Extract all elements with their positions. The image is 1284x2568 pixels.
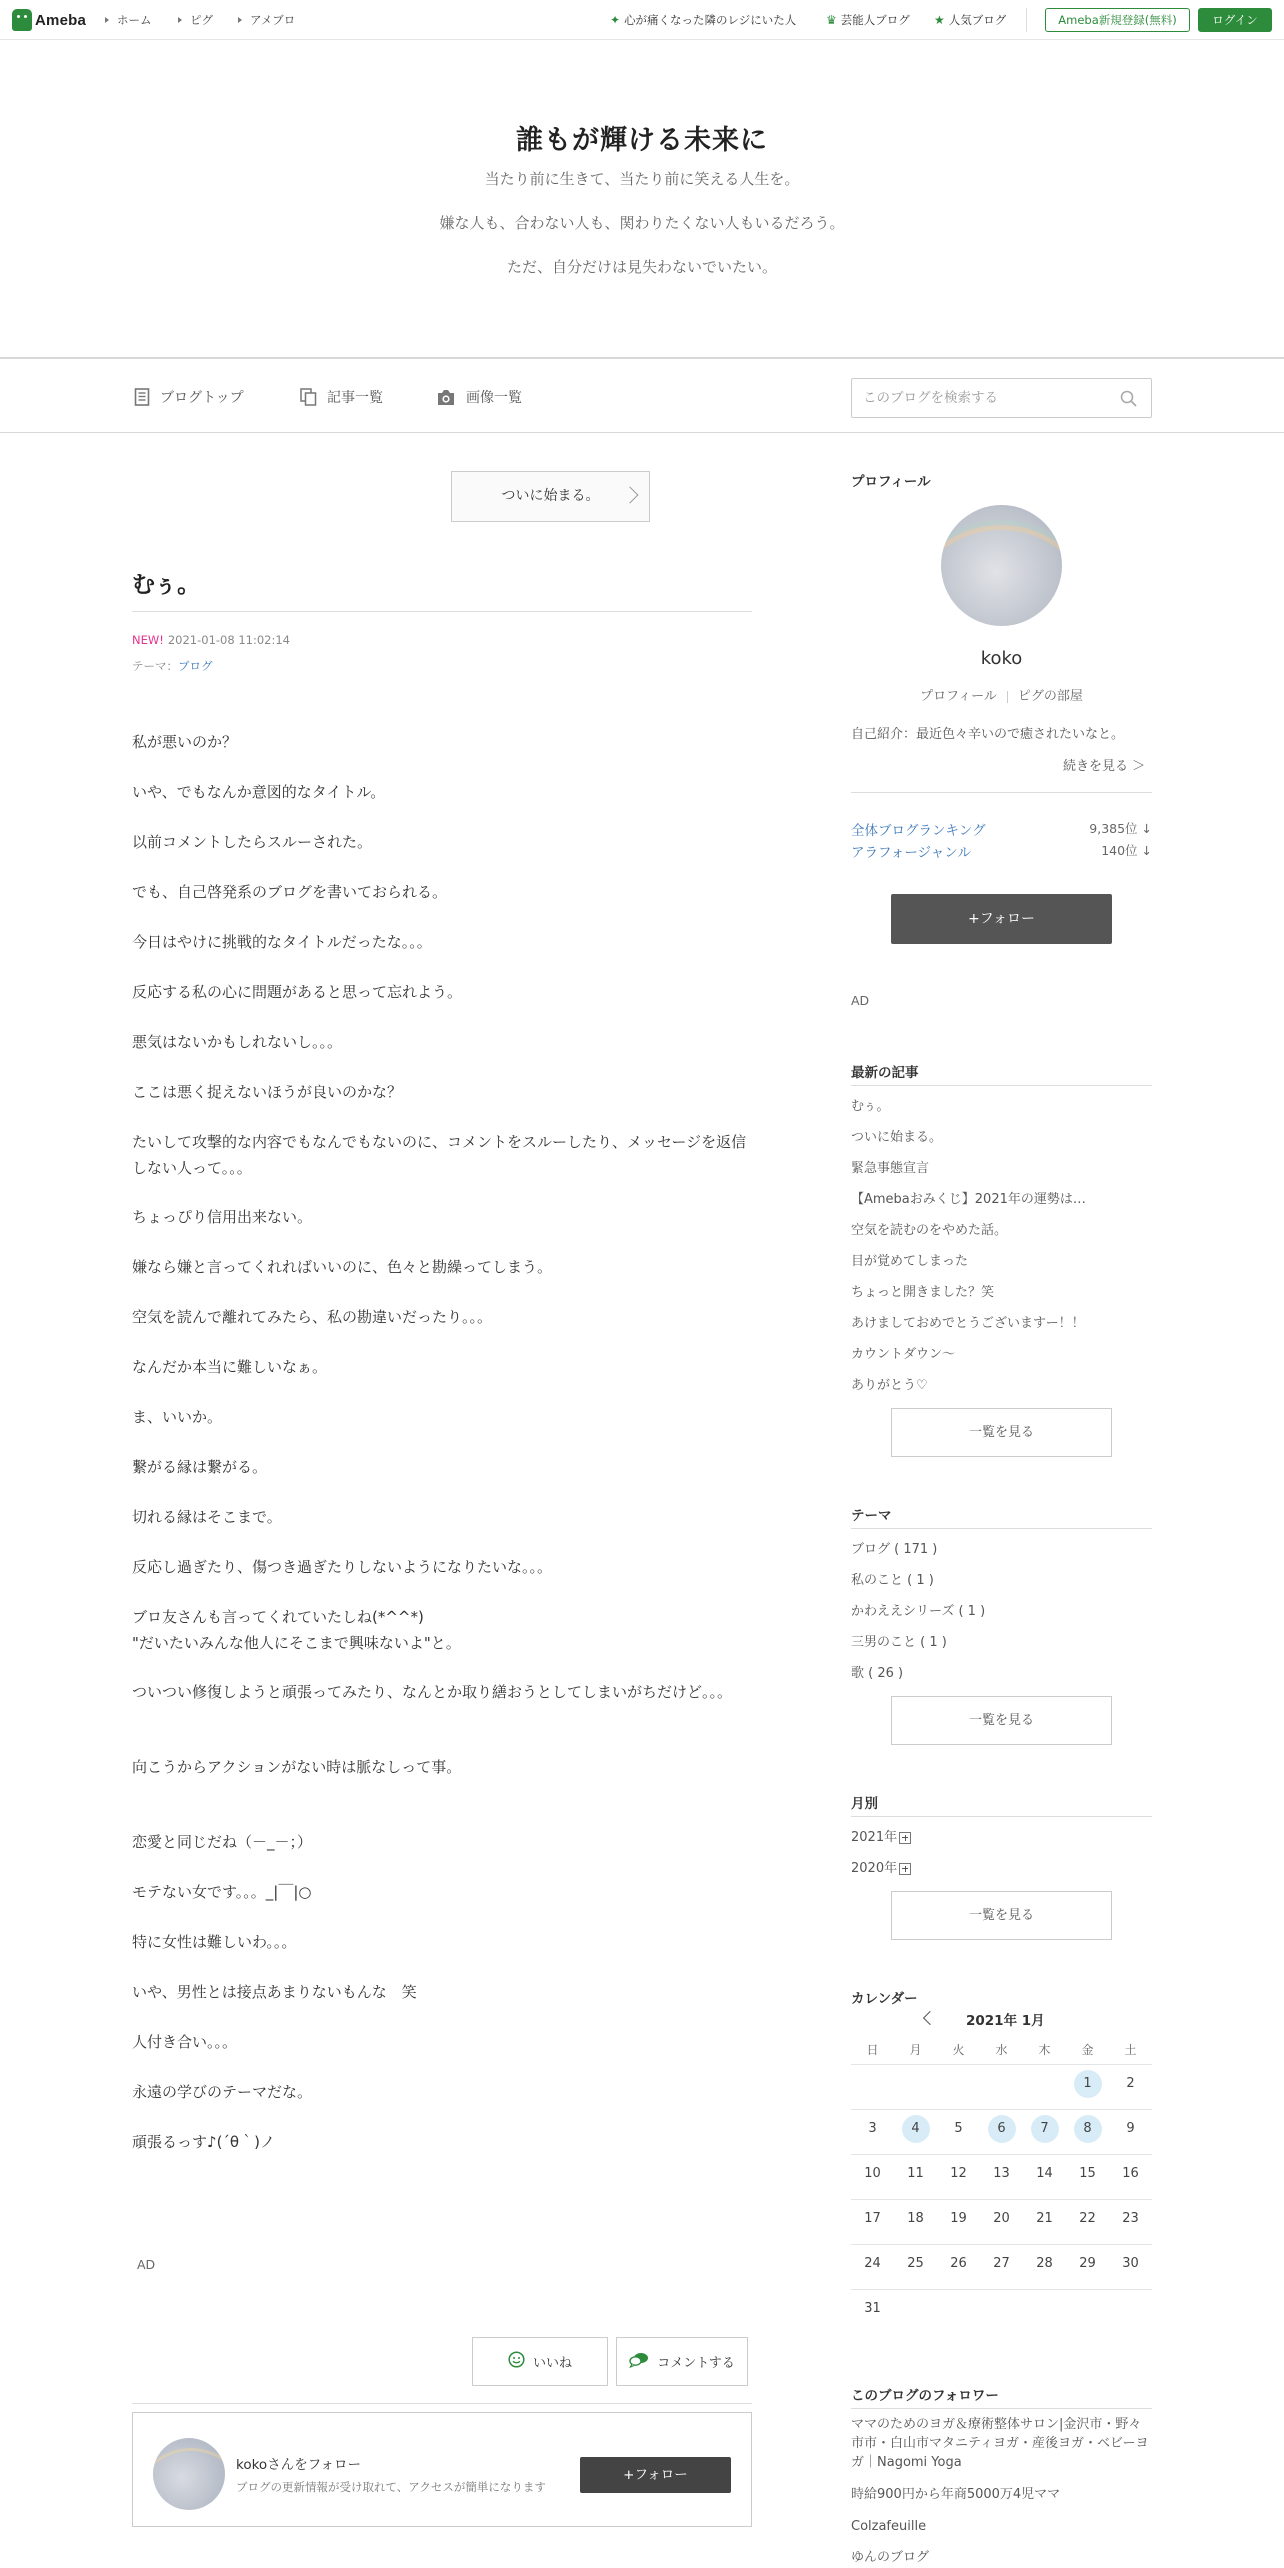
blog-nav (0, 357, 1284, 433)
popular-blog-link[interactable] (934, 12, 1006, 28)
entry-paragraph: 頑張るっす♪(´θ｀)ノ (132, 2133, 275, 2151)
pigg-room-link[interactable]: ピグの部屋 (1017, 689, 1083, 704)
calendar-day-number: 31 (864, 2301, 881, 2316)
recent-entry-link[interactable]: ありがとう♡ (851, 1378, 928, 1393)
nav-entry-list-label: 記事一覧 (327, 390, 383, 406)
entry-paragraph: 永遠の学びのテーマだな。 (132, 2083, 313, 2101)
calendar-weekday: 月 (909, 2043, 922, 2057)
archive-year-label: 2020年 (851, 1861, 898, 1876)
sparkle-icon: ✦ (610, 13, 621, 27)
calendar-day (1066, 2250, 1109, 2278)
smile-icon (508, 2351, 525, 2372)
topnav-home-label: ホーム (117, 13, 152, 27)
calendar-day (980, 2250, 1023, 2278)
entry-paragraph: 悪気はないかもしれないし。。。 (132, 1033, 343, 1051)
ranking-genre-value: 140位 ↓ (1101, 843, 1152, 858)
monthly-see-all-button[interactable]: 一覧を見る (891, 1891, 1112, 1940)
search-icon[interactable] (1120, 390, 1137, 411)
blog-search (851, 378, 1152, 418)
calendar-day (1109, 2160, 1152, 2188)
calendar-day-number: 12 (950, 2166, 967, 2181)
calendar-day (894, 2250, 937, 2278)
calendar-month: 2021年 1月 (966, 2013, 1045, 2029)
topnav-ameblo-label: アメブロ (250, 13, 296, 27)
recent-entry-link[interactable]: 空気を読むのをやめた話。 (851, 1223, 1008, 1238)
topnav-home[interactable] (105, 12, 152, 28)
celebrity-blog-link[interactable] (826, 12, 910, 28)
recent-entry-link[interactable]: ついに始まる。 (851, 1130, 943, 1145)
entry-paragraph: ちょっぴり信用出来ない。 (132, 1208, 313, 1226)
profile-avatar[interactable] (941, 505, 1062, 626)
entry-paragraph: 空気を読んで離れてみたら、私の勘違いだったり。。。 (132, 1308, 493, 1326)
recent-entries-heading: 最新の記事 (851, 1065, 919, 1081)
follow-box (132, 2412, 752, 2527)
entry-title[interactable]: むぅ。 (132, 572, 201, 598)
entry-paragraph: 私が悪いのか？ (132, 733, 238, 751)
calendar-day (937, 2250, 980, 2278)
calendar-day (980, 2160, 1023, 2188)
calendar-day-number: 24 (864, 2256, 881, 2271)
theme-see-all-button[interactable]: 一覧を見る (891, 1696, 1112, 1745)
crown-icon: ♛ (826, 13, 837, 27)
like-button[interactable] (472, 2337, 608, 2386)
calendar-day-link[interactable] (894, 2115, 937, 2143)
calendar-weekday: 金 (1081, 2043, 1094, 2057)
recent-entry-link[interactable]: あけましておめでとうございますー！！ (851, 1316, 1085, 1331)
calendar-weekday: 日 (866, 2043, 879, 2057)
entry-paragraph: 反応し過ぎたり、傷つき過ぎたりしないようになりたいな。。。 (132, 1558, 553, 1576)
theme-link[interactable]: 私のこと ( 1 ) (851, 1573, 934, 1588)
document-icon (134, 388, 150, 406)
theme-link[interactable]: 三男のこと ( 1 ) (851, 1635, 947, 1650)
entry-paragraph: 繋がる縁は繋がる。 (132, 1458, 268, 1476)
divider (132, 611, 752, 612)
register-button[interactable]: Ameba新規登録(無料) (1045, 8, 1190, 32)
calendar-day (851, 2115, 894, 2143)
entry-paragraph: たいして攻撃的な内容でもなんでもないのに、コメントをスルーしたり、メッセージを返信しない人って。。。 (132, 1133, 747, 1177)
entry-paragraph: いや、男性とは接点あまりないもんな 笑 (132, 1983, 417, 2001)
calendar-day (851, 2160, 894, 2188)
theme-heading: テーマ (851, 1508, 892, 1524)
theme-link[interactable]: かわええシリーズ ( 1 ) (851, 1604, 986, 1619)
topnav-pigg[interactable] (178, 12, 213, 28)
ranking-overall-value: 9,385位 ↓ (1089, 821, 1152, 836)
divider (851, 792, 1152, 793)
calendar-day-number: 15 (1079, 2166, 1096, 2181)
ranking-overall (851, 819, 1152, 839)
recent-entry-link[interactable]: ちょっと開きました？笑 (851, 1285, 995, 1300)
calendar-day-number: 1 (1074, 2070, 1102, 2098)
theme-link[interactable]: 歌 ( 26 ) (851, 1666, 904, 1681)
entry-paragraph: 反応する私の心に問題があると思って忘れよう。 (132, 983, 463, 1001)
recent-entry-link[interactable]: 目が覚めてしまった (851, 1254, 969, 1269)
follower-link[interactable]: ママのためのヨガ＆療術整体サロン|金沢市・野々市市・白山市マタニティヨガ・産後ヨガ・ベビーヨガ｜Nagomi Yoga (851, 2417, 1149, 2470)
triangle-right-icon (238, 17, 242, 23)
profile-links (851, 685, 1152, 704)
follow-box-title: kokoさんをフォロー (236, 2457, 362, 2473)
calendar-row-divider (851, 2109, 1152, 2110)
calendar-day (1023, 2205, 1066, 2233)
recent-entry-link[interactable]: むぅ。 (851, 1099, 890, 1114)
popular-blog-label: 人気ブログ (948, 13, 1007, 27)
entry-paragraph: 嫌なら嫌と言ってくれればいいのに、色々と勘繰ってしまう。 (132, 1258, 553, 1276)
calendar-header (851, 2009, 1152, 2029)
follow-box-subtitle: ブログの更新情報が受け取れて、アクセスが簡単になります (236, 2480, 546, 2494)
entry-paragraph: 恋愛と同じだね（－_－；） (132, 1833, 313, 1851)
theme-link[interactable]: ブログ (178, 659, 213, 673)
calendar-day-number: 3 (868, 2121, 877, 2136)
topnav-pigg-label: ピグ (190, 13, 213, 27)
comment-button[interactable] (616, 2337, 748, 2386)
entry-paragraph: ここは悪く捉えないほうが良いのかな？ (132, 1083, 403, 1101)
calendar-day-number: 6 (988, 2115, 1016, 2143)
celebrity-blog-label: 芸能人ブログ (840, 13, 910, 27)
calendar-weekday: 木 (1038, 2043, 1051, 2057)
calendar-weekday: 土 (1124, 2043, 1137, 2057)
theme-label: テーマ： (132, 659, 178, 673)
recent-entry-link[interactable]: 【Amebaおみくじ】2021年の運勢は… (851, 1192, 1086, 1207)
ad-label: AD (851, 993, 870, 1008)
expand-icon (899, 1863, 911, 1875)
entry-paragraph: 今日はやけに挑戦的なタイトルだったな。。。 (132, 933, 432, 951)
entry-paragraph: なんだか本当に難しいなぁ。 (132, 1358, 328, 1376)
calendar-heading: カレンダー (851, 1991, 918, 2007)
entry-theme (132, 658, 213, 674)
calendar-day (1109, 2250, 1152, 2278)
entry-paragraph: ブロ友さんも言ってくれていたしね(*^^*) "だいたいみんな他人にそこまで興味ないよ"と。 (132, 1608, 461, 1652)
calendar-day-number: 20 (993, 2211, 1010, 2226)
calendar-weekday: 水 (995, 2043, 1008, 2057)
calendar-day-number: 25 (907, 2256, 924, 2271)
calendar-day-number: 2 (1126, 2076, 1135, 2091)
calendar-day-link[interactable] (1066, 2115, 1109, 2143)
calendar-day (851, 2250, 894, 2278)
calendar-day-number: 23 (1122, 2211, 1139, 2226)
calendar-day-number: 21 (1036, 2211, 1053, 2226)
calendar-row-divider (851, 2199, 1152, 2200)
calendar-day-number: 11 (907, 2166, 924, 2181)
calendar-day (1109, 2115, 1152, 2143)
calendar-day-number: 7 (1031, 2115, 1059, 2143)
ameba-logo-icon (12, 9, 32, 31)
blog-description-line: 当たり前に生きて、当たり前に笑える人生を。 (484, 170, 800, 188)
calendar-day (937, 2160, 980, 2188)
calendar-day-number: 4 (902, 2115, 930, 2143)
calendar-day (1066, 2160, 1109, 2188)
calendar-day-number: 18 (907, 2211, 924, 2226)
chevron-left-icon[interactable] (923, 2011, 937, 2025)
like-label: いいね (532, 2356, 572, 2371)
entry-date: 2021-01-08 11:02:14 (167, 633, 290, 647)
divider (851, 1085, 1152, 1086)
follower-link[interactable]: ゆんのブログ (851, 2550, 930, 2565)
entry-paragraph: ついつい修復しようと頑張ってみたり、なんとか取り繕おうとしてしまいがちだけど。。。 (132, 1683, 733, 1701)
profile-link[interactable]: プロフィール (920, 689, 997, 704)
archive-year-label: 2021年 (851, 1830, 898, 1845)
comment-icon (629, 2352, 649, 2372)
calendar-day-link[interactable] (1023, 2115, 1066, 2143)
calendar-row-divider (851, 2289, 1152, 2290)
entry-paragraph: 以前コメントしたらスルーされた。 (132, 833, 373, 851)
entry-paragraph: 人付き合い。。。 (132, 2033, 238, 2051)
follower-link[interactable]: 時給900円から年商5000万4児ママ (851, 2487, 1061, 2502)
previous-entry-label: ついに始まる。 (501, 488, 600, 504)
top-bar (0, 0, 1284, 40)
calendar-day (851, 2295, 894, 2323)
camera-icon (436, 389, 456, 406)
blog-description-line: ただ、自分だけは見失わないでいたい。 (506, 258, 777, 276)
copy-icon (300, 388, 317, 406)
theme-link[interactable]: ブログ ( 171 ) (851, 1542, 938, 1557)
chevron-right-icon (622, 487, 639, 504)
calendar-day-link[interactable] (1066, 2070, 1109, 2098)
calendar-day (894, 2205, 937, 2233)
calendar-row-divider (851, 2244, 1152, 2245)
entry-paragraph: 向こうからアクションがない時は脈なしって事。 (132, 1758, 462, 1776)
archive-year-2021[interactable] (851, 1826, 911, 1845)
calendar-day (1023, 2250, 1066, 2278)
recent-see-all-button[interactable]: 一覧を見る (891, 1408, 1112, 1457)
calendar-day-number: 29 (1079, 2256, 1096, 2271)
divider (132, 2403, 752, 2404)
calendar-day-number: 28 (1036, 2256, 1053, 2271)
calendar-day (1109, 2205, 1152, 2233)
follow-button[interactable]: +フォロー (580, 2457, 731, 2493)
divider (851, 1528, 1152, 1529)
divider (851, 2408, 1152, 2409)
calendar-day-number: 9 (1126, 2121, 1135, 2136)
calendar-day-number: 5 (954, 2121, 963, 2136)
entry-paragraph: モテない女です。。。_|￣|○ (132, 1883, 312, 1901)
login-button[interactable]: ログイン (1198, 8, 1272, 32)
ranking-genre-link[interactable]: アラフォージャンル (851, 845, 971, 861)
ad-label: AD (137, 2257, 156, 2272)
nav-entry-list[interactable] (300, 387, 383, 407)
calendar-day-number: 13 (993, 2166, 1010, 2181)
triangle-right-icon (105, 17, 109, 23)
comment-label: コメントする (657, 2356, 735, 2371)
profile-heading: プロフィール (851, 474, 931, 490)
profile-name[interactable]: koko (980, 648, 1023, 669)
recent-entry-link[interactable]: 緊急事態宣言 (851, 1161, 930, 1176)
calendar-row-divider (851, 2154, 1152, 2155)
nav-blog-top[interactable] (134, 387, 244, 407)
calendar-day (980, 2205, 1023, 2233)
entry-paragraph: 切れる縁はそこまで。 (132, 1508, 282, 1526)
monthly-heading: 月別 (851, 1796, 878, 1812)
sidebar-follow-button[interactable]: +フォロー (891, 894, 1112, 944)
divider (851, 1816, 1152, 1817)
previous-entry-link[interactable] (451, 471, 650, 522)
calendar-day-number: 16 (1122, 2166, 1139, 2181)
ranking-genre (851, 841, 1152, 861)
calendar-day-number: 22 (1079, 2211, 1096, 2226)
calendar-row-divider (851, 2064, 1152, 2065)
recent-entry-link[interactable]: カウントダウン〜 (851, 1347, 956, 1362)
divider (1026, 8, 1027, 32)
calendar-day (1109, 2070, 1152, 2098)
calendar-day (1066, 2205, 1109, 2233)
expand-icon (899, 1832, 911, 1844)
calendar-day (937, 2205, 980, 2233)
nav-image-list[interactable] (436, 387, 522, 407)
calendar-day-number: 8 (1074, 2115, 1102, 2143)
topic-link[interactable] (610, 12, 796, 28)
calendar-day-number: 30 (1122, 2256, 1139, 2271)
nav-image-list-label: 画像一覧 (466, 390, 522, 406)
calendar-weekday: 火 (952, 2043, 965, 2057)
follower-link[interactable]: Colzafeuille (851, 2519, 927, 2534)
entry-meta (132, 633, 290, 647)
entry-paragraph: ま、いいか。 (132, 1408, 223, 1426)
calendar-day-link[interactable] (980, 2115, 1023, 2143)
topnav-ameblo[interactable] (238, 12, 295, 28)
ameba-logo[interactable] (12, 9, 86, 31)
avatar[interactable] (153, 2438, 225, 2510)
calendar-day-number: 19 (950, 2211, 967, 2226)
blog-title[interactable]: 誰もが輝ける未来に (516, 125, 768, 156)
topic-link-label: 心が痛くなった隣のレジにいた人 (624, 13, 797, 27)
calendar-day-number: 26 (950, 2256, 967, 2271)
calendar-day-number: 17 (864, 2211, 881, 2226)
calendar-day-number: 27 (993, 2256, 1010, 2271)
triangle-right-icon (178, 17, 182, 23)
new-badge: NEW! (132, 633, 164, 647)
ranking-overall-link[interactable]: 全体ブログランキング (851, 823, 986, 839)
followers-heading: このブログのフォロワー (851, 2388, 999, 2404)
archive-year-2020[interactable] (851, 1857, 911, 1876)
entry-paragraph: いや、でもなんか意図的なタイトル。 (132, 783, 386, 801)
blog-description-line: 嫌な人も、合わない人も、関わりたくない人もいるだろう。 (439, 214, 845, 232)
calendar-day-number: 10 (864, 2166, 881, 2181)
entry-paragraph: 特に女性は難しいわ。。。 (132, 1933, 297, 1951)
profile-intro: 自己紹介：最近色々辛いので癒されたいなと。 (851, 727, 1125, 742)
calendar-day-number: 14 (1036, 2166, 1053, 2181)
logo-text: Ameba (35, 11, 87, 29)
star-icon: ★ (934, 13, 945, 27)
read-more-link[interactable]: 続きを見る ＞ (1063, 759, 1146, 774)
calendar-day (894, 2160, 937, 2188)
entry-paragraph: でも、自己啓発系のブログを書いておられる。 (132, 883, 448, 901)
nav-blog-top-label: ブログトップ (160, 390, 244, 406)
search-input[interactable] (852, 379, 1092, 417)
divider (1007, 691, 1008, 703)
calendar-day (851, 2205, 894, 2233)
calendar-day (1023, 2160, 1066, 2188)
calendar-day (937, 2115, 980, 2143)
